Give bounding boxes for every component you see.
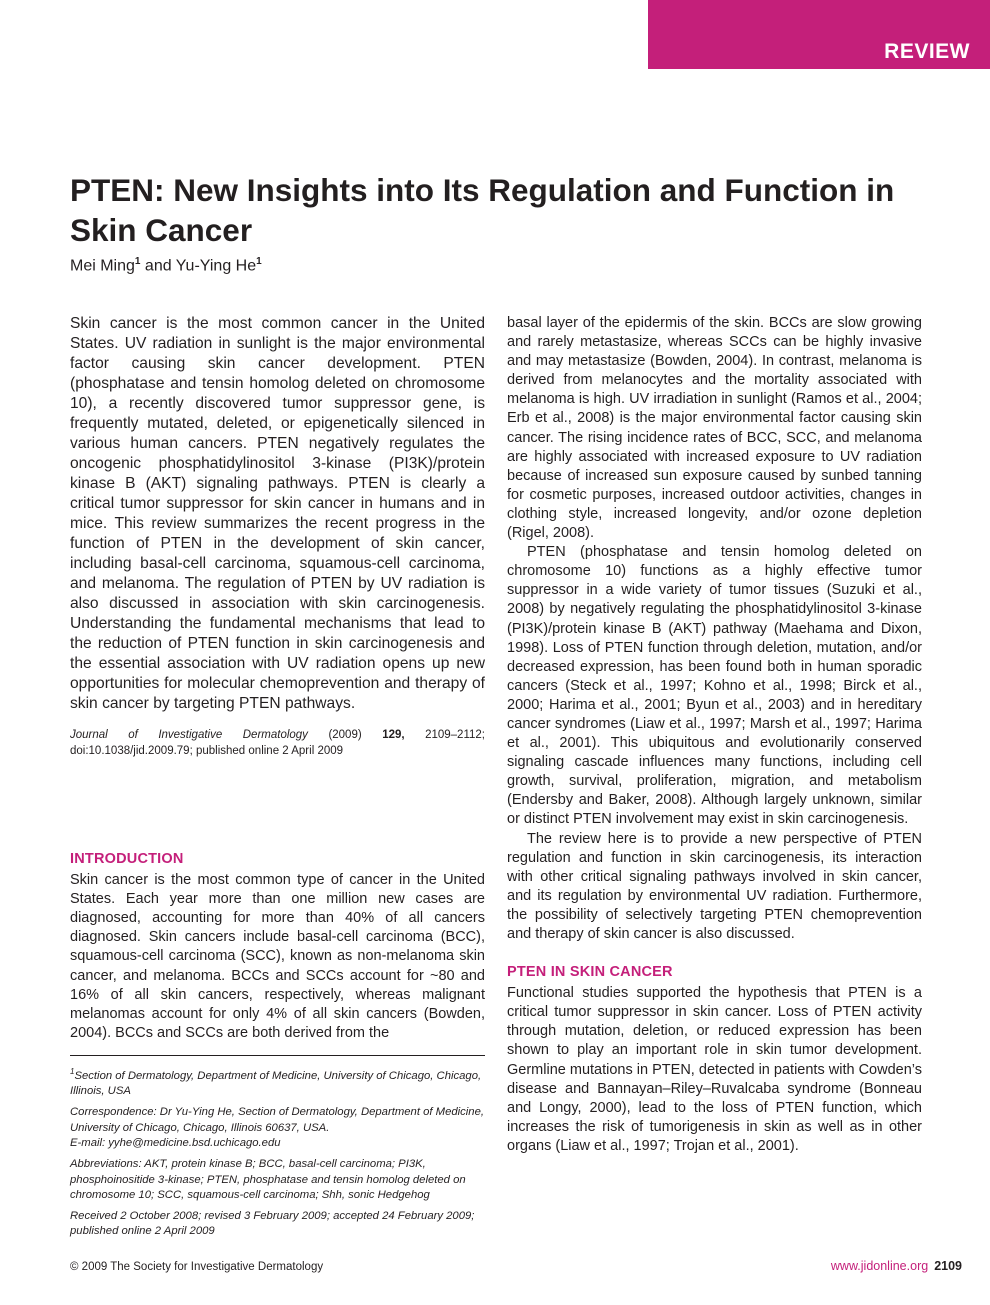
article-title: PTEN: New Insights into Its Regulation and Function in Skin Cancer [70,172,895,248]
footnote-received: Received 2 October 2008; revised 3 February 2009; accepted 24 February 2009; published online 2 April 2009 [70,1210,475,1238]
section-heading: PTEN IN SKIN CANCER [507,964,673,981]
affiliation-marker: 1 [256,256,262,267]
footnote-correspondence [70,1105,485,1151]
journal-url-link[interactable]: www.jidonline.org [830,1259,929,1273]
citation-year: (2009) [307,729,383,741]
affiliation-marker: 1 [134,256,141,267]
body-paragraph: Functional studies supported the hypothesis that PTEN is a critical tumor suppressor in skin cancer. Loss of PTEN activity through mutation, deletion, or reduced expression has been shown to play an important role in skin tumor development. Germline mutations in PTEN, detected in patients with Cowden’s disease and Bannayan–Riley–Ruvalcaba syndrome (Bonneau and Longy, 2000), lead to the loss of PTEN function, which increases the risk of tumorigenesis in skin as well as in other organs (Liaw et al., 1997; Trojan et al., 2001). [507,985,922,1154]
footnotes [70,1064,485,1246]
left-column [70,314,485,759]
footer-copyright: © 2009 The Society for Investigative Dermatology [70,1261,324,1273]
correspondence-text: Correspondence: Dr Yu-Ying He, Section of Dermatology, Department of Medicine, University of Chicago, Chicago, Illinois 60637, USA. [70,1106,485,1134]
email-text: E-mail: yyhe@medicine.bsd.uchicago.edu [70,1136,281,1149]
introduction-section [70,850,485,1043]
author-conjunction: and [140,257,176,275]
citation-volume: 129, [382,729,405,741]
abstract: Skin cancer is the most common cancer in the United States. UV radiation in sunlight is the major environmental factor causing skin cancer development. PTEN (phosphatase and tensin homolog deleted on chromosome 10), a recently discovered tumor suppressor gene, is frequently mutated, deleted, or epigenetically silenced in various human cancers. PTEN negatively regulates the oncogenic phosphatidylinositol 3-kinase (PI3K)/protein kinase B (AKT) signaling pathways. PTEN is clearly a critical tumor suppressor for skin cancer in humans and in mice. This review summarizes the recent progress in the function of PTEN in the development of skin cancer, including basal-cell carcinoma, squamous-cell carcinoma, and melanoma. The regulation of PTEN by UV radiation is also discussed in association with skin carcinogenesis. Understanding the fundamental mechanisms that lead to the reduction of PTEN function in skin carcinogenesis and the essential association with UV radiation opens up new opportunities for molecular chemoprevention and therapy of skin cancer by targeting PTEN pathways. [70,315,485,712]
affiliation-marker: 1 [70,1067,75,1076]
citation-details: 2109–2112; doi:10.1038/jid.2009.79; published online 2 April 2009 [70,729,485,757]
section-banner [648,0,990,69]
footer-right [831,1259,962,1273]
affiliation-text: Section of Dermatology, Department of Medicine, University of Chicago, Chicago, Illinois, USA [70,1069,482,1098]
page-number: 2109 [934,1259,962,1273]
footnote-affiliation [70,1064,485,1099]
right-column [507,314,922,1156]
author-line [70,256,262,275]
citation [70,728,485,759]
section-heading: INTRODUCTION [70,851,184,867]
section-label: REVIEW [884,40,970,63]
body-paragraph: The review here is to provide a new perspective of PTEN regulation and function in skin carcinogenesis, its interaction with other critical signaling pathways involved in skin cancer, and its regulation by environmental UV radiation. Furthermore, the possibility of selectively targeting PTEN chemoprevention and therapy of skin cancer is also discussed. [507,830,922,942]
footnote-rule [70,1055,485,1056]
body-paragraph: PTEN (phosphatase and tensin homolog deleted on chromosome 10) functions as a highly effective tumor suppressor in a wide variety of tumor tissues (Suzuki et al., 2008) by negatively regulating the phosphatidylinositol 3-kinase (PI3K)/protein kinase B (AKT) pathway (Maehama and Dixon, 1998). Loss of PTEN function through deletion, mutation, and/or decreased expression, has been found both in human sporadic cancers (Steck et al., 1997; Kohno et al., 1998; Birck et al., 2000; Harima et al., 2001; Byun et al., 2003) and in hereditary cancer syndromes (Liaw et al., 1997; Marsh et al., 1997; Harima et al., 2001). This ubiquitous and evolutionarily conserved signaling cascade influences many functions, including cell growth, survival, proliferation, migration, and metabolism (Endersby and Baker, 2008). Although largely unknown, similar or distinct PTEN involvement may exist in skin carcinogenesis. [507,544,922,828]
footnote-abbreviations: Abbreviations: AKT, protein kinase B; BCC, basal-cell carcinoma; PI3K, phosphoinositide 3-kinase; PTEN, phosphatase and tensin homolog deleted on chromosome 10; SCC, squamous-cell carcinoma; Shh, sonic Hedgehog [70,1158,466,1201]
author-name: Yu-Ying He [175,257,257,275]
journal-name: Journal of Investigative Dermatology [70,729,308,741]
body-paragraph: basal layer of the epidermis of the skin. BCCs are slow growing and rarely metastasize, whereas SCCs can be highly invasive and may metastasize (Bowden, 2004). In contrast, melanoma is derived from melanocytes and the mortality associated with melanoma is high. UV irradiation in sunlight (Ramos et al., 2004; Erb et al., 2008) is the major environmental factor causing skin cancer. The rising incidence rates of BCC, SCC, and melanoma are highly associated with increased exposure to UV radiation because of increased sun exposure caused by sunbed tanning for cosmetic purposes, increased outdoor activities, changes in clothing style, increased longevity, and/or ozone depletion (Rigel, 2008). [507,315,922,542]
body-paragraph: Skin cancer is the most common type of cancer in the United States. Each year more than one million new cases are diagnosed, accounting for more than 40% of all cancers diagnosed. Skin cancers include basal-cell carcinoma (BCC), squamous-cell carcinoma (SCC), known as non-melanoma skin cancer, and melanoma. BCCs and SCCs account for ~80 and 16% of all skin cancers, respectively, whereas malignant melanomas account for only 4% of all skin cancers (Bowden, 2004). BCCs and SCCs are both derived from the [70,872,485,1041]
author-name: Mei Ming [70,257,135,275]
